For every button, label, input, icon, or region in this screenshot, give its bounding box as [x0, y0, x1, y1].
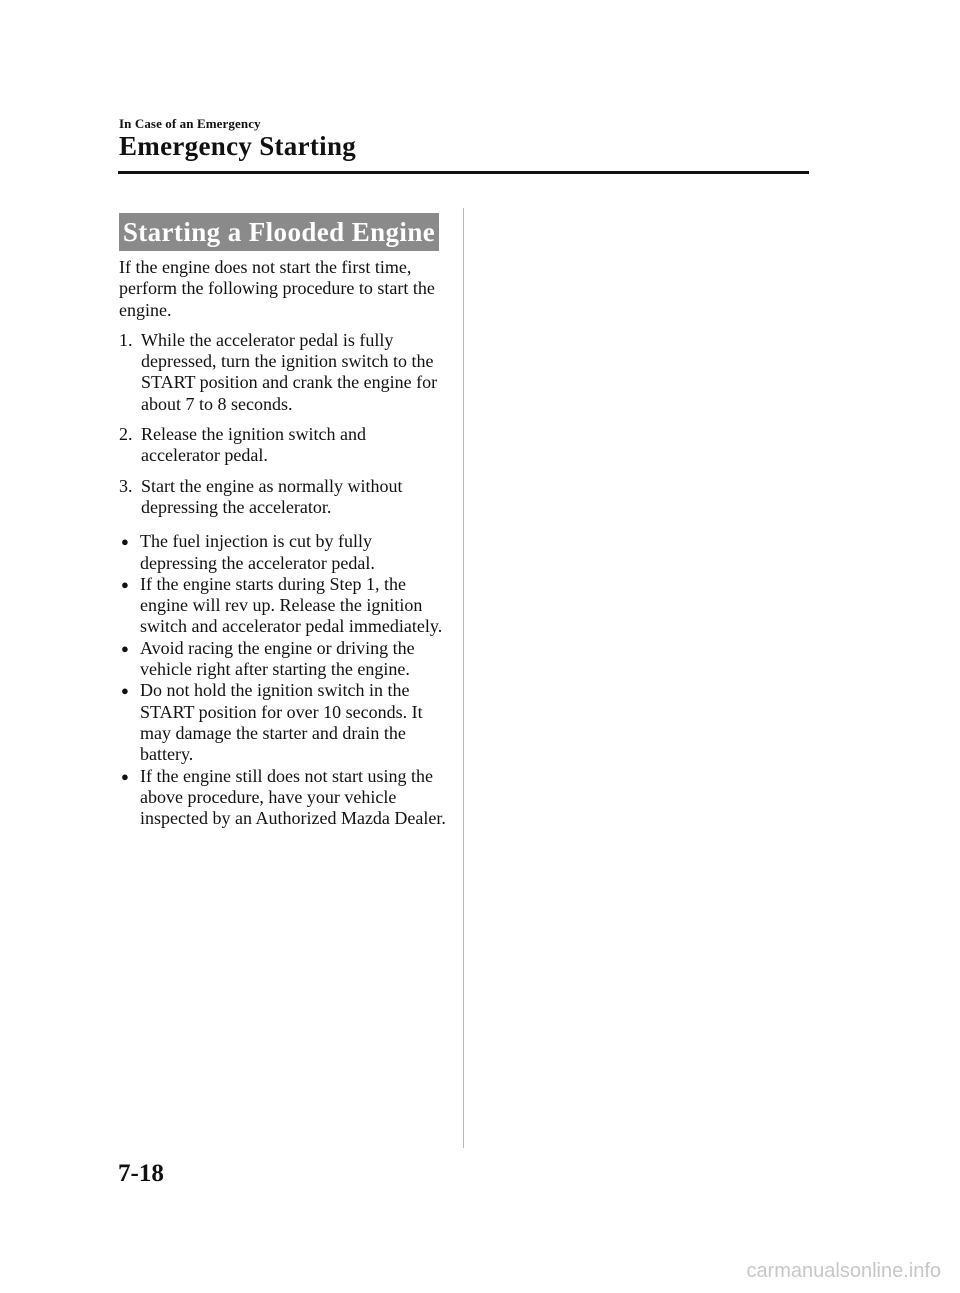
bullet-icon: ● — [121, 683, 129, 699]
note-text: If the engine starts during Step 1, the engine will rev up. Release the ignition switch and accelerator pedal immediately. — [140, 573, 443, 637]
note-item — [119, 574, 449, 638]
note-text: If the engine still does not start using the above procedure, have your vehicle inspected by an Authorized Mazda Dealer. — [140, 765, 446, 829]
procedure-steps — [119, 330, 449, 518]
section-heading: Starting a Flooded Engine — [122, 216, 436, 247]
procedure-step — [119, 476, 449, 519]
step-number: 2. — [119, 424, 133, 445]
procedure-step — [119, 424, 449, 467]
bullet-icon: ● — [121, 768, 129, 784]
section-heading-bar — [119, 213, 439, 251]
page-number: 7-18 — [118, 1160, 164, 1187]
chapter-title: Emergency Starting — [119, 131, 357, 161]
bullet-icon: ● — [121, 534, 129, 550]
note-text: Do not hold the ignition switch in the START position for over 10 seconds. It may damage the starter and drain the battery. — [140, 680, 423, 765]
bullet-icon: ● — [121, 640, 129, 656]
step-number: 1. — [119, 329, 133, 350]
step-text: Release the ignition switch and accelerator pedal. — [141, 424, 366, 466]
step-text: Start the engine as normally without depressing the accelerator. — [141, 475, 403, 517]
main-content — [119, 257, 449, 829]
step-text: While the accelerator pedal is fully depressed, turn the ignition switch to the START position and crank the engine for about 7 to 8 seconds. — [141, 329, 438, 414]
notes-list — [119, 531, 449, 829]
note-item — [119, 680, 449, 765]
note-item — [119, 638, 449, 681]
note-text: Avoid racing the engine or driving the vehicle right after starting the engine. — [140, 637, 415, 680]
footer-watermark: carmanualsonline.info — [746, 1260, 941, 1282]
section-label: In Case of an Emergency — [119, 116, 261, 131]
step-number: 3. — [119, 475, 133, 496]
note-item — [119, 766, 449, 830]
bullet-icon: ● — [121, 576, 129, 592]
procedure-step — [119, 330, 449, 415]
column-divider — [463, 208, 464, 1148]
header-rule — [118, 171, 809, 174]
note-item — [119, 531, 449, 574]
note-text: The fuel injection is cut by fully depressing the accelerator pedal. — [140, 531, 375, 573]
intro-paragraph: If the engine does not start the first time, perform the following procedure to start the engine. — [119, 257, 435, 320]
